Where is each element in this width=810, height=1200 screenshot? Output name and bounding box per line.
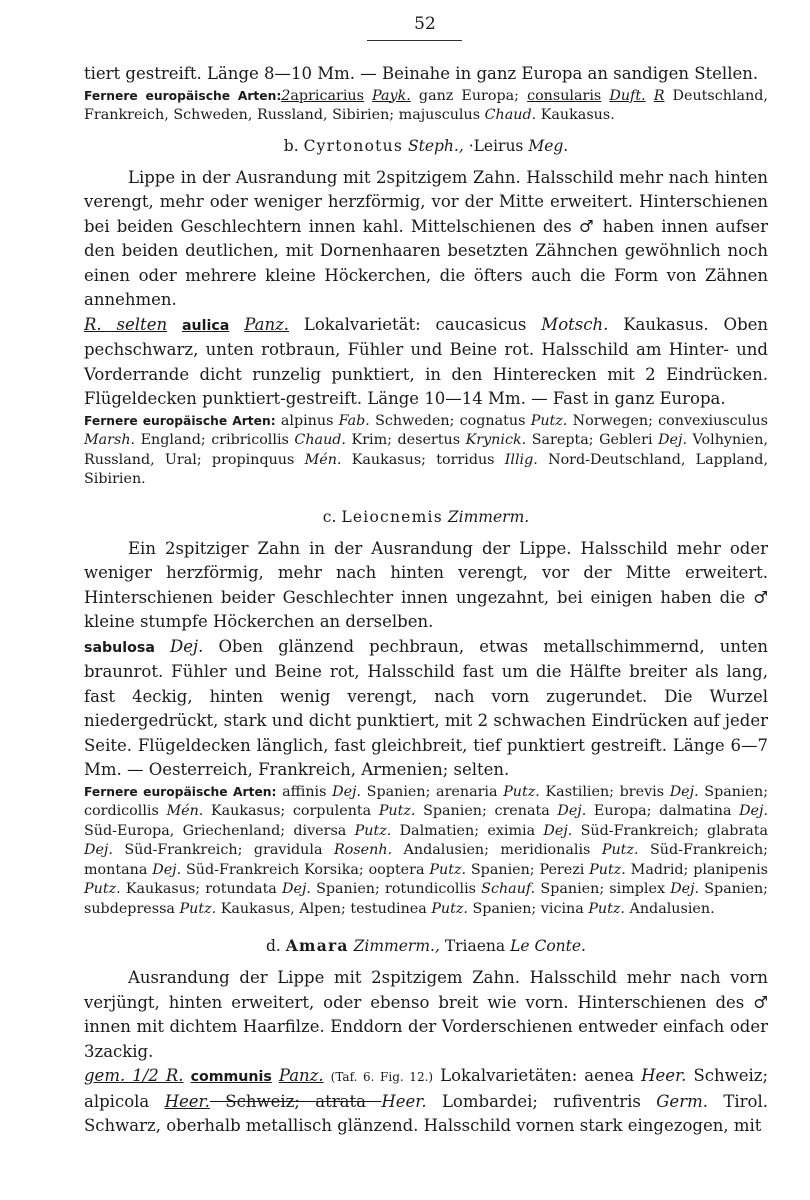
section-letter: c.	[322, 507, 337, 526]
page-number-rule	[367, 40, 462, 41]
handwritten-note: gem. 1/2 R.	[84, 1066, 184, 1085]
species-name: apricarius	[290, 87, 364, 104]
genus-author: Zimmerm.,	[353, 937, 440, 955]
synonym-author: Le Conte.	[510, 937, 586, 955]
text: Spanien; simplex	[535, 881, 671, 897]
figure-reference: (Taf. 6. Fig. 12.)	[330, 1070, 434, 1084]
text: Spanien; Perezi	[466, 861, 590, 878]
text: Volhynien, Russland, Ural; propinquus	[84, 432, 768, 468]
author: Fab.	[338, 412, 370, 429]
author: Heer.	[164, 1091, 210, 1111]
text: Spanien; vicina	[467, 900, 589, 917]
spacer	[84, 528, 768, 537]
text: Spanien; rotundicollis	[310, 881, 482, 897]
text: Nord-Deutschland, Lappland, Sibirien.	[84, 451, 768, 487]
author: Duft.	[609, 87, 646, 104]
further-species-label: Fernere europäische Arten:	[84, 784, 277, 799]
species-entry-sabulosa	[84, 635, 768, 783]
author: Dej.	[84, 842, 113, 858]
text: Sarepta; Gebleri	[526, 432, 659, 448]
genus-description-amara: Ausrandung der Lippe mit 2spitzigem Zahn. Halsschild mehr nach vorn verjüngt, hinten erweitert, oder ebenso breit wie vorn. Hinterschienen des ♂ innen mit dichtem Haarfilze. Enddorn der Vorderschienen entweder einfach oder 3zackig.	[84, 968, 768, 1061]
author: Dej.	[332, 783, 362, 800]
text: Kaukasus; rotundata	[120, 881, 283, 897]
handwritten-note: 2	[281, 87, 291, 104]
species-name: consularis	[527, 87, 602, 104]
author: Putz.	[588, 900, 625, 917]
text: Kaukasus; torridus	[341, 451, 505, 468]
genus-author: Steph.,	[407, 136, 464, 155]
text: England; cribricollis	[135, 432, 295, 448]
text: Deutschland, Frankreich, Schweden, Russland, Sibirien; majusculus	[84, 87, 768, 123]
text: Süd-Frankreich; glabrata	[572, 822, 768, 839]
text: Süd-Frankreich; gravidula	[112, 842, 334, 858]
text: Krim; desertus	[345, 432, 466, 448]
text: Oben glänzend pechbraun, etwas metallschimmernd, unten braunrot. Fühler und Beine rot, Halsschild fast um die Hälfte breiter als lang, fast 4eckig, hinten wenig verengt, nach vorn zugerundet. Die Wurzel niedergedrückt, stark und dicht punktiert, mit 2 schwachen Eindrücken auf jeder Seite. Flügeldecken länglich, fast gleichbreit, tief punktiert gestreift. Länge 6—7 Mm. — Oesterreich, Frankreich, Armenien; selten.	[84, 636, 769, 779]
author: Putz.	[431, 900, 468, 917]
further-species-list-1	[84, 87, 768, 126]
further-species-list-2	[84, 412, 768, 490]
text: Kastilien; brevis	[539, 783, 670, 800]
section-heading-amara	[84, 935, 768, 957]
paragraph-carryover: tiert gestreift. Länge 8—10 Mm. — Beinahe in ganz Europa an sandigen Stellen.	[84, 64, 759, 83]
text: affinis	[276, 783, 333, 800]
synonym: ·Leirus	[468, 136, 524, 155]
genus-name: Amara	[285, 936, 349, 955]
text: Spanien; arenaria	[361, 783, 504, 800]
text: Lokalvarietät: caucasicus	[289, 314, 542, 334]
handwritten-note: R. selten	[84, 314, 168, 334]
author: Putz.	[378, 803, 416, 819]
author: Panz.	[278, 1066, 324, 1085]
genus-description-leiocnemis: Ein 2spitziger Zahn in der Ausrandung der Lippe. Halsschild mehr oder weniger herzförmig, mehr nach hinten verengt, vor der Mitte erweitert. Hinterschienen beider Geschlechter innen ungezahnt, bei einigen haben die ♂ kleine stumpfe Höckerchen an derselben.	[84, 538, 768, 631]
author: Heer.	[641, 1066, 687, 1085]
author: Rosenh.	[333, 842, 393, 858]
spacer	[84, 957, 768, 966]
text: Spanien; crenata	[415, 803, 558, 819]
author: Dej.	[543, 822, 573, 839]
text: alpinus	[275, 412, 339, 429]
author: Marsh.	[84, 432, 136, 448]
text: Lokalvarietäten: aenea	[433, 1066, 642, 1085]
author: Dej.	[658, 432, 687, 448]
author: Heer.	[381, 1091, 427, 1111]
author: Chaud.	[484, 107, 537, 123]
author: Dej.	[170, 636, 204, 656]
text: Norwegen; convexiusculus	[567, 412, 768, 429]
text: Spanien; subdepressa	[84, 881, 768, 917]
species-entry-communis	[84, 1064, 768, 1139]
author: Dej.	[557, 803, 587, 819]
text: Schweiz; alpicola	[84, 1066, 769, 1111]
spacer	[84, 490, 768, 506]
author: Mén.	[166, 803, 204, 819]
further-species-label: Fernere europäische Arten:	[84, 413, 276, 428]
author: Motsch.	[541, 314, 609, 334]
spacer	[84, 126, 768, 135]
text: Madrid; planipenis	[625, 861, 768, 878]
author: Putz.	[429, 861, 467, 878]
genus-name: Cyrtonotus	[303, 136, 404, 155]
page-content	[84, 62, 768, 1139]
author: Putz.	[84, 881, 121, 897]
author: Putz.	[589, 861, 626, 878]
section-letter: b.	[283, 136, 299, 155]
author: Schauf.	[481, 881, 536, 897]
text: Kaukasus.	[536, 107, 615, 123]
species-name: sabulosa	[84, 639, 155, 656]
author: Dej.	[669, 783, 699, 800]
page-number: 52	[414, 14, 436, 34]
text: Süd-Europa, Griechenland; diversa	[84, 822, 355, 839]
text: Süd-Frankreich; montana	[84, 842, 768, 878]
handwritten-mark: R	[653, 87, 665, 104]
synonym-author: Meg.	[528, 136, 569, 155]
text: atrata	[315, 1091, 382, 1111]
text: Andalusien; meridionalis	[392, 842, 602, 858]
author: Dej.	[152, 861, 182, 878]
further-species-list-3	[84, 783, 768, 920]
spacer	[84, 919, 768, 935]
author: Putz.	[503, 783, 540, 800]
species-name: aulica	[181, 317, 230, 334]
genus-description-cyrtonotus: Lippe in der Ausrandung mit 2spitzigem Zahn. Halsschild mehr nach hinten verengt, mehr oder weniger herzförmig, vor der Mitte erweitert. Hinterschienen bei beiden Geschlechtern innen kahl. Mittelschienen des ♂ haben innen aufser den beiden deutlichen, mit Dornenhaaren besetzten Zähnchen gewöhnlich noch einen oder mehrere kleine Höckerchen, die öfters auch die Form von Zähnen annehmen.	[84, 167, 768, 309]
author: Krynick.	[465, 432, 527, 448]
author: Mén.	[304, 451, 342, 468]
text: Spanien; cordicollis	[84, 783, 769, 819]
author: Illig.	[504, 451, 538, 468]
author: Payk.	[372, 87, 411, 104]
species-entry-aulica	[84, 313, 768, 412]
text: Schweden; cognatus	[369, 412, 531, 429]
text: Süd-Frankreich Korsika; ooptera	[181, 861, 430, 878]
genus-author: Zimmerm.	[447, 507, 530, 526]
author: Putz.	[354, 822, 392, 839]
author: Putz.	[530, 412, 568, 429]
author: Dej.	[670, 881, 700, 897]
author: Panz.	[244, 314, 290, 334]
author: Putz.	[179, 900, 217, 917]
section-heading-cyrtonotus	[84, 135, 768, 157]
text: Kaukasus. Oben pechschwarz, unten rotbraun, Fühler und Beine rot. Halsschild am Hinter- und Vorderrande dicht runzelig punktiert, in den Hinterecken mit 2 Eindrücken. Flügeldecken punktiert-gestreift. Länge 10—14 Mm. — Fast in ganz Europa.	[84, 314, 769, 408]
genus-name: Leiocnemis	[341, 507, 443, 526]
author: Dej.	[282, 881, 311, 897]
text: ganz Europa;	[410, 87, 528, 104]
text: Dalmatien; eximia	[391, 822, 544, 839]
text: Tirol. Schwarz, oberhalb metallisch glänzend. Halsschild vornen stark eingezogen, mit	[84, 1091, 769, 1135]
text: Europa; dalmatina	[586, 803, 740, 819]
author: Germ.	[656, 1091, 708, 1111]
text: Kaukasus; corpulenta	[203, 803, 379, 819]
author: Chaud.	[294, 432, 346, 448]
further-species-label: Fernere europäische Arten:	[84, 88, 282, 103]
species-name: communis	[190, 1069, 272, 1085]
synonym: Triaena	[444, 937, 506, 955]
text: Andalusien.	[624, 900, 715, 917]
text: Schweiz;	[209, 1091, 316, 1111]
section-heading-leiocnemis	[84, 506, 768, 528]
text: Kaukasus, Alpen; testudinea	[216, 900, 432, 917]
section-letter: d.	[265, 937, 281, 955]
author: Putz.	[601, 842, 639, 858]
author: Dej.	[739, 803, 768, 819]
spacer	[84, 157, 768, 166]
text: Lombardei; rufiventris	[426, 1091, 657, 1111]
